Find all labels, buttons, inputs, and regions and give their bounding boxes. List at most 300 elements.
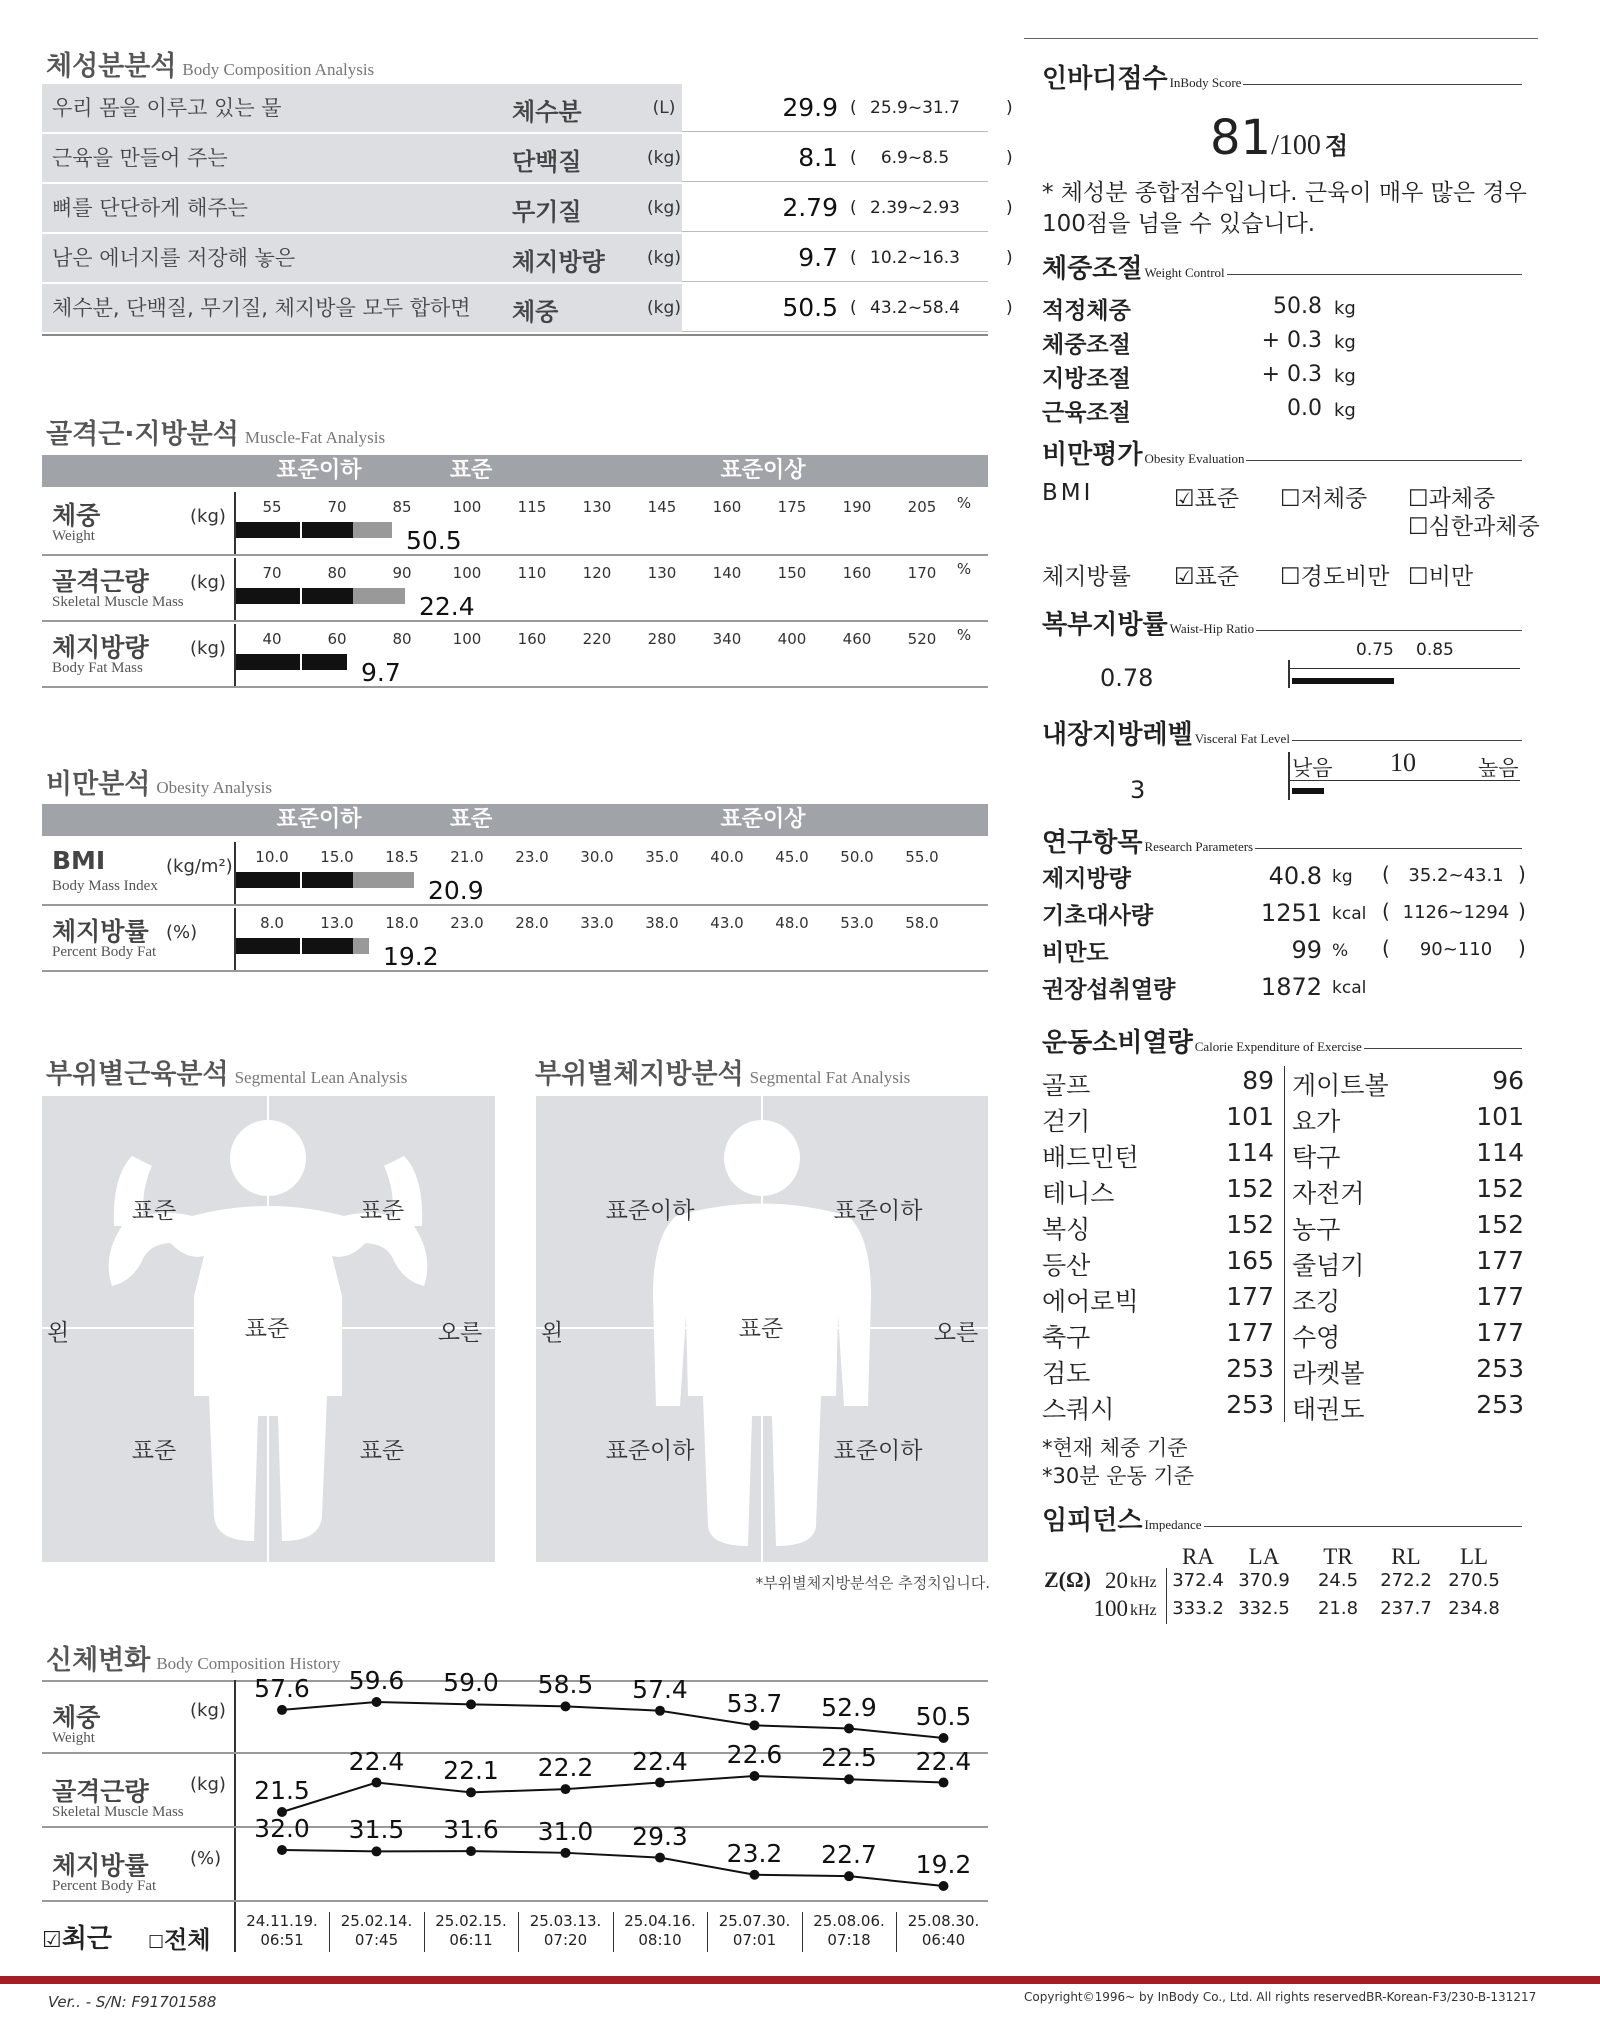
date-divider (707, 1912, 708, 1952)
score-note: * 체성분 종합점수입니다. 근육이 매우 많은 경우 100점을 넘을 수 있습니다. (1042, 180, 1527, 237)
impedance-value: 370.9 (1238, 1570, 1290, 1591)
table-bottom-rule (42, 334, 988, 336)
history-point (561, 1701, 571, 1711)
history-date (530, 1912, 602, 1950)
seg-fat-note: *부위별체지방분석은 추정치입니다. (755, 1574, 990, 1592)
calorie-exercise: 테니스 (1042, 1179, 1115, 1208)
weight-control-unit: kg (1334, 366, 1356, 387)
scale-tick: 85 (392, 498, 412, 516)
impedance-col-header: RL (1391, 1544, 1421, 1569)
bar-gray (353, 588, 405, 604)
history-row-label: 체지방률 (52, 1851, 149, 1880)
obesity-eval-title: 비만평가 Obesity Evaluation (1042, 434, 1522, 471)
history-point (372, 1778, 382, 1788)
seg-lean-right-arm: 표준 (359, 1198, 405, 1224)
history-point (750, 1720, 760, 1730)
scale-tick: 33.0 (580, 914, 614, 932)
history-point (561, 1848, 571, 1858)
scale-tick: 13.0 (320, 914, 354, 932)
score-unit: 점 (1324, 132, 1349, 160)
scale-tick: 205 (907, 498, 937, 516)
history-date (908, 1912, 980, 1950)
seg-fat-left-arm: 표준이하 (605, 1198, 695, 1224)
history-point (750, 1870, 760, 1880)
weight-control-title: 체중조절 Weight Control (1042, 248, 1522, 285)
weight-control-label: 근육조절 (1042, 400, 1131, 426)
range-close-paren: ) (1006, 98, 1013, 118)
graph-row-unit: (%) (166, 922, 198, 943)
calorie-value: 152 (1476, 1174, 1524, 1203)
scale-tick: 53.0 (840, 914, 874, 932)
seg-lean-panel (42, 1096, 495, 1562)
scale-percent: % (956, 626, 972, 644)
score-value: 81 (1210, 110, 1272, 166)
history-point (939, 1778, 949, 1788)
calorie-value: 96 (1492, 1066, 1524, 1095)
body-comp-unit: (L) (652, 98, 676, 118)
bar-black (236, 938, 353, 954)
body-comp-unit: (kg) (647, 148, 681, 168)
row-rule (682, 131, 988, 132)
impedance-z-label: Z(Ω) (1044, 1567, 1091, 1592)
research-value: 1251 (1260, 899, 1322, 927)
graph-row-label: 체지방률 (52, 917, 149, 946)
graph-row-label: 체중 (52, 501, 101, 530)
all-checkbox-icon: ☐ (148, 1932, 165, 1953)
history-row-unit: (kg) (190, 1774, 226, 1795)
date-day: 25.02.14. (340, 1912, 413, 1930)
history-value: 57.6 (254, 1673, 310, 1703)
obesity-eval-bmi-label: BMI (1042, 480, 1094, 506)
research-title: 연구항목 Research Parameters (1042, 822, 1522, 859)
date-time: 06:40 (921, 1931, 966, 1949)
range-open-paren: ( (850, 98, 857, 118)
history-value: 32.0 (254, 1814, 310, 1843)
scale-tick: 18.0 (385, 914, 419, 932)
scale-tick: 130 (582, 498, 612, 516)
mf-header-above: 표준이상 (538, 455, 988, 487)
bmi-option-severe: ☐심한과체중 (1408, 514, 1540, 540)
bar-black (236, 654, 347, 670)
range-open-paren: ( (850, 248, 857, 268)
unchecked-box-icon: ☐ (1408, 486, 1429, 512)
body-comp-value: 8.1 (798, 143, 838, 172)
graph-value: 19.2 (383, 942, 439, 971)
body-comp-unit: (kg) (647, 248, 681, 268)
history-row-label: 골격근량 (52, 1777, 149, 1806)
history-value: 22.5 (821, 1743, 877, 1773)
date-divider (329, 1912, 330, 1952)
impedance-value: 237.7 (1380, 1598, 1432, 1619)
weight-control-value: 0.0 (1287, 396, 1322, 421)
visceral-high: 높음 (1478, 756, 1519, 780)
graph-value: 22.4 (419, 592, 475, 621)
history-axis (234, 1680, 236, 1912)
history-recent-option[interactable]: ☑최근 (42, 1924, 112, 1954)
checked-box-icon: ☑ (1174, 486, 1195, 512)
bmi-option-standard: ☑표준 (1174, 486, 1240, 512)
impedance-value: 333.2 (1172, 1598, 1224, 1619)
calorie-exercise: 줄넘기 (1292, 1251, 1365, 1280)
graph-value: 20.9 (428, 876, 484, 905)
scale-tick: 460 (842, 630, 872, 648)
ob-header-below: 표준이하 (234, 804, 404, 836)
seg-fat-right-side: 오른 (933, 1320, 979, 1346)
scale-tick: 340 (712, 630, 742, 648)
weight-control-label: 적정체중 (1042, 298, 1131, 324)
scale-tick: 145 (647, 498, 677, 516)
date-time: 07:18 (827, 1931, 871, 1949)
seg-fat-left-side: 왼 (540, 1320, 564, 1346)
date-time: 07:20 (543, 1931, 588, 1949)
history-point (561, 1784, 571, 1794)
range-close-paren: ) (1518, 899, 1526, 923)
history-point (844, 1774, 854, 1784)
research-label: 비만도 (1042, 940, 1109, 966)
history-value: 53.7 (726, 1689, 783, 1719)
scale-tick: 115 (517, 498, 547, 516)
right-top-rule (1024, 38, 1538, 39)
history-row-label: 체중 (52, 1703, 101, 1732)
impedance-value: 272.2 (1380, 1570, 1432, 1591)
history-value: 22.1 (443, 1756, 499, 1786)
scale-tick: 160 (842, 564, 872, 582)
history-date (435, 1912, 507, 1950)
calorie-exercise: 골프 (1042, 1071, 1091, 1100)
history-point (655, 1778, 665, 1788)
checked-box-icon: ☑ (1174, 564, 1195, 590)
calorie-value: 101 (1226, 1102, 1274, 1131)
history-point (466, 1787, 476, 1797)
body-comp-row (42, 134, 1013, 182)
scale-tick: 100 (452, 564, 482, 582)
seg-lean-right-side: 오른 (437, 1320, 483, 1346)
research-unit: kg (1332, 867, 1353, 887)
unchecked-box-icon: ☐ (1280, 564, 1301, 590)
scale-tick: 400 (777, 630, 807, 648)
weight-control-value: 50.8 (1273, 294, 1322, 319)
history-point (750, 1771, 760, 1781)
graph-row-label: 체지방량 (52, 633, 149, 662)
date-time: 06:51 (260, 1931, 304, 1949)
visceral-value: 3 (1130, 776, 1146, 804)
history-value: 22.2 (537, 1753, 594, 1783)
calorie-value: 253 (1476, 1390, 1524, 1419)
bar-gap (300, 522, 302, 538)
scale-tick: 110 (517, 564, 547, 582)
history-value: 52.9 (821, 1692, 877, 1722)
history-point (655, 1706, 665, 1716)
date-day: 25.04.16. (624, 1912, 696, 1930)
bmi-option-under: ☐저체중 (1280, 486, 1368, 512)
scale-percent: % (956, 494, 972, 512)
visceral-title: 내장지방레벨 Visceral Fat Level (1042, 714, 1522, 751)
scale-tick: 100 (452, 498, 482, 516)
body-comp-value: 2.79 (782, 193, 838, 222)
footer-copyright: Copyright©1996~ by InBody Co., Ltd. All rights reservedBR-Korean-F3/230-B-131217 (1024, 1990, 1537, 2004)
weight-control-label: 지방조절 (1042, 366, 1131, 392)
footer-red-bar (0, 1976, 1600, 1984)
bar-gray (353, 872, 414, 888)
range-close-paren: ) (1518, 936, 1526, 960)
body-comp-value: 29.9 (782, 93, 838, 122)
pbf-option-mild: ☐경도비만 (1280, 564, 1390, 590)
history-point (277, 1705, 287, 1715)
range-open-paren: ( (850, 198, 857, 218)
calorie-value: 177 (1226, 1282, 1274, 1311)
range-value: 6.9~8.5 (880, 148, 950, 168)
calorie-exercise: 농구 (1292, 1215, 1341, 1244)
scale-tick: 15.0 (320, 848, 354, 866)
graph-value: 50.5 (406, 526, 462, 555)
history-value: 19.2 (915, 1850, 972, 1879)
scale-tick: 30.0 (580, 848, 614, 866)
calorie-value: 152 (1476, 1210, 1524, 1239)
row-rule (42, 1826, 988, 1828)
scale-tick: 23.0 (515, 848, 549, 866)
seg-fat-right-leg: 표준이하 (833, 1438, 923, 1464)
ob-header-above: 표준이상 (538, 804, 988, 836)
range-value: 43.2~58.4 (870, 298, 960, 318)
scale-tick: 140 (712, 564, 742, 582)
row-rule (42, 1900, 988, 1902)
whr-gauge (1288, 660, 1520, 688)
impedance-value: 21.8 (1317, 1598, 1359, 1619)
history-value: 22.4 (632, 1746, 688, 1776)
history-value: 22.4 (348, 1746, 405, 1776)
calorie-exercise: 검도 (1042, 1359, 1091, 1388)
calorie-exercise: 복싱 (1042, 1215, 1091, 1244)
impedance-freq: 100 (1093, 1596, 1128, 1621)
bar-gray (353, 938, 369, 954)
history-value: 21.5 (254, 1776, 310, 1805)
graph-row-label: BMI (52, 846, 106, 875)
history-value: 59.0 (443, 1668, 499, 1698)
range-close-paren: ) (1006, 198, 1013, 218)
row-rule (42, 620, 988, 622)
calorie-value: 177 (1476, 1246, 1524, 1275)
calorie-value: 165 (1226, 1246, 1274, 1275)
bar-gap (300, 654, 302, 670)
scale-tick: 80 (327, 564, 347, 582)
scale-tick: 8.0 (260, 914, 284, 932)
graph-row-label: 골격근량 (52, 567, 149, 596)
history-value: 31.0 (537, 1816, 594, 1846)
visceral-mid: 10 (1390, 748, 1416, 777)
bar-gap (300, 872, 302, 888)
row-rule (42, 686, 988, 688)
weight-control-value: + 0.3 (1261, 328, 1322, 353)
body-comp-name: 단백질 (512, 148, 582, 176)
range-open-paren: ( (1382, 899, 1390, 923)
scale-tick: 170 (907, 564, 937, 582)
row-rule (682, 231, 988, 232)
impedance-freq-unit: kHz (1130, 1602, 1157, 1619)
impedance-col-header: RA (1182, 1544, 1214, 1569)
scale-tick: 190 (842, 498, 872, 516)
calorie-exercise: 조깅 (1292, 1287, 1341, 1316)
impedance-value: 332.5 (1238, 1598, 1290, 1619)
range-open-paren: ( (1382, 862, 1390, 886)
history-top-rule (42, 1680, 988, 1682)
history-row-unit: (%) (190, 1848, 222, 1869)
row-rule (682, 181, 988, 182)
calorie-exercise: 라켓볼 (1292, 1359, 1365, 1388)
history-line (0, 0, 1, 1)
weight-control-unit: kg (1334, 400, 1356, 421)
research-value: 40.8 (1268, 862, 1322, 890)
bar-black (236, 522, 353, 538)
research-label: 제지방량 (1042, 866, 1131, 892)
seg-lean-title: 부위별근육분석 Segmental Lean Analysis (46, 1059, 408, 1090)
history-point (844, 1871, 854, 1881)
scale-tick: 150 (777, 564, 807, 582)
seg-lean-left-arm: 표준 (131, 1198, 177, 1224)
range-close-paren: ) (1518, 862, 1526, 886)
history-point (655, 1853, 665, 1863)
bar-black (236, 872, 353, 888)
date-day: 24.11.19. (246, 1912, 318, 1930)
body-comp-name: 체수분 (512, 98, 582, 126)
range-open-paren: ( (850, 148, 857, 168)
body-comp-desc: 남은 에너지를 저장해 놓은 (42, 234, 682, 282)
scale-tick: 45.0 (775, 848, 809, 866)
visceral-low: 낮음 (1292, 756, 1333, 780)
research-unit: % (1332, 941, 1349, 961)
scale-percent: % (956, 560, 972, 578)
research-range: 90~110 (1419, 939, 1493, 960)
impedance-value: 372.4 (1172, 1570, 1224, 1591)
calorie-exercise: 요가 (1292, 1107, 1341, 1136)
history-point (372, 1697, 382, 1707)
graph-row-sub: Percent Body Fat (52, 944, 157, 960)
scale-tick: 35.0 (645, 848, 679, 866)
range-close-paren: ) (1006, 248, 1013, 268)
research-value: 1872 (1260, 973, 1322, 1001)
body-comp-row (42, 234, 1013, 282)
calorie-exercise: 축구 (1042, 1323, 1091, 1352)
history-title: 신체변화 Body Composition History (46, 1645, 341, 1676)
date-day: 25.08.30. (907, 1912, 980, 1930)
history-value: 57.4 (632, 1674, 688, 1704)
range-close-paren: ) (1006, 298, 1013, 318)
calorie-exercise: 탁구 (1292, 1143, 1341, 1172)
body-comp-desc: 근육을 만들어 주는 (42, 134, 682, 182)
history-value: 22.6 (726, 1740, 783, 1769)
history-point (372, 1846, 382, 1856)
row-rule (682, 281, 988, 282)
calorie-note-duration: *30분 운동 기준 (1042, 1464, 1195, 1488)
score-title: 인바디점수 InBody Score (1042, 58, 1522, 95)
score-max: /100 (1271, 130, 1321, 161)
range-open-paren: ( (850, 298, 857, 318)
history-point (939, 1733, 949, 1743)
scale-tick: 58.0 (905, 914, 939, 932)
date-axis (234, 1912, 236, 1952)
impedance-freq-unit: kHz (1130, 1574, 1157, 1591)
visceral-gauge (1288, 748, 1520, 800)
body-comp-title: 체성분분석 Body Composition Analysis (46, 51, 375, 82)
row-rule (42, 554, 988, 556)
mf-header-standard: 표준 (406, 455, 536, 487)
calorie-value: 253 (1226, 1354, 1274, 1383)
history-date (624, 1912, 696, 1950)
calorie-value: 114 (1476, 1138, 1524, 1167)
body-comp-desc: 뼈를 단단하게 해주는 (42, 184, 682, 232)
history-value: 23.2 (726, 1838, 783, 1868)
range-close-paren: ) (1006, 148, 1013, 168)
history-row-unit: (kg) (190, 1700, 226, 1721)
bmi-option-over: ☐과체중 (1408, 486, 1496, 512)
date-time: 07:45 (354, 1931, 399, 1949)
history-date (341, 1912, 413, 1950)
graph-row-sub: Weight (52, 528, 95, 544)
calorie-note-weight: *현재 체중 기준 (1042, 1436, 1188, 1460)
visceral-gauge-bar (1292, 788, 1324, 794)
body-comp-row (42, 84, 1013, 132)
scale-tick: 90 (392, 564, 412, 582)
body-comp-value: 50.5 (782, 293, 838, 322)
seg-fat-title: 부위별체지방분석 Segmental Fat Analysis (535, 1059, 911, 1090)
body-comp-desc: 체수분, 단백질, 무기질, 체지방을 모두 합하면 (42, 284, 682, 332)
calorie-value: 152 (1226, 1210, 1274, 1239)
body-comp-row (42, 184, 1013, 232)
calorie-value: 177 (1476, 1318, 1524, 1347)
row-rule (682, 331, 988, 332)
scale-tick: 70 (262, 564, 282, 582)
scale-tick: 60 (327, 630, 347, 648)
research-range: 1126~1294 (1402, 902, 1510, 923)
impedance-value: 270.5 (1448, 1570, 1500, 1591)
history-point (939, 1881, 949, 1891)
graph-row-sub: Skeletal Muscle Mass (52, 594, 184, 610)
history-all-option[interactable]: ☐전체 (148, 1926, 211, 1954)
date-time: 08:10 (638, 1931, 682, 1949)
graph-row-unit: (kg) (190, 506, 226, 527)
impedance-value: 234.8 (1448, 1598, 1500, 1619)
calorie-value: 89 (1242, 1066, 1274, 1095)
history-value: 50.5 (915, 1702, 972, 1731)
whr-title: 복부지방률 Waist-Hip Ratio (1042, 604, 1522, 641)
history-row-sub: Skeletal Muscle Mass (52, 1804, 184, 1820)
history-value: 59.6 (348, 1666, 405, 1695)
unchecked-box-icon: ☐ (1408, 564, 1429, 590)
obesity-eval-pbf-label: 체지방률 (1042, 564, 1131, 590)
calorie-exercise: 태권도 (1292, 1395, 1365, 1424)
body-comp-row (42, 284, 1013, 332)
scale-tick: 55 (262, 498, 282, 516)
calorie-exercise: 에어로빅 (1042, 1287, 1139, 1316)
calorie-value: 177 (1476, 1282, 1524, 1311)
date-day: 25.02.15. (435, 1912, 507, 1930)
history-value: 29.3 (632, 1821, 688, 1851)
seg-lean-trunk: 표준 (244, 1316, 290, 1342)
history-point (466, 1846, 476, 1856)
row-rule (42, 904, 988, 906)
history-row-sub: Percent Body Fat (52, 1878, 157, 1894)
range-value: 2.39~2.93 (870, 198, 960, 218)
date-day: 25.07.30. (718, 1912, 791, 1930)
graph-row-sub: Body Fat Mass (52, 660, 143, 676)
calorie-exercise: 자전거 (1292, 1179, 1365, 1208)
score-value-block (1210, 110, 1348, 166)
date-divider (613, 1912, 614, 1952)
unchecked-box-icon: ☐ (1408, 514, 1429, 540)
seg-fat-panel (536, 1096, 988, 1562)
recent-checkbox-icon: ☑ (42, 1928, 62, 1953)
bar-gap (300, 588, 302, 604)
scale-tick: 50.0 (840, 848, 874, 866)
